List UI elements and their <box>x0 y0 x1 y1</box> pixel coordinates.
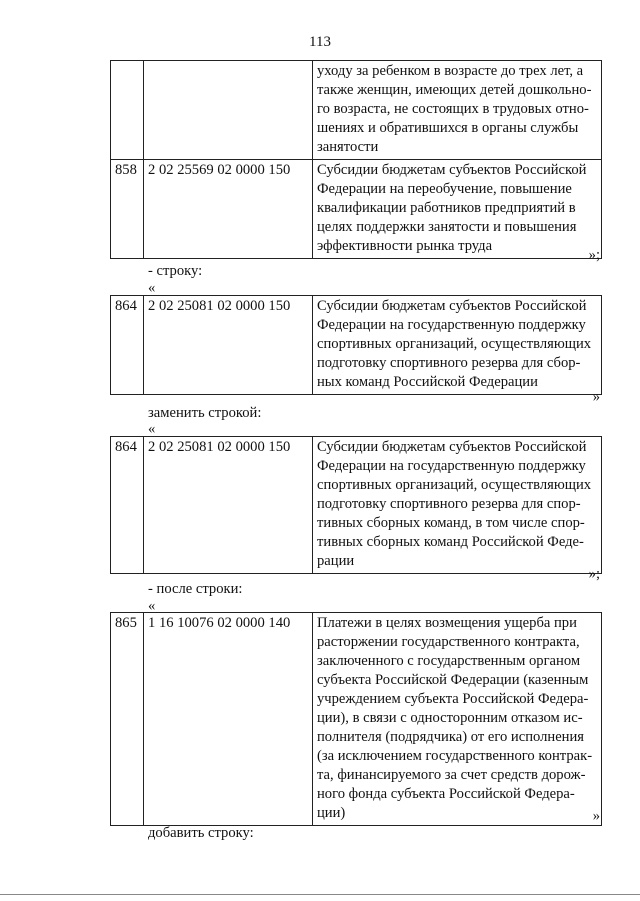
table-row <box>111 160 602 259</box>
table-after-row <box>110 612 602 826</box>
row-number: 864 <box>111 437 144 574</box>
closing-quote: »; <box>588 247 600 263</box>
row-number: 858 <box>111 160 144 259</box>
table-row <box>111 296 602 395</box>
instruction-label: добавить строку: <box>148 825 254 841</box>
table-row <box>111 437 602 574</box>
opening-quote: « <box>148 421 156 437</box>
instruction-label: - строку: <box>148 263 203 279</box>
instruction-label: - после строки: <box>148 581 243 597</box>
budget-code: 1 16 10076 02 0000 140 <box>144 613 313 826</box>
opening-quote: « <box>148 280 156 296</box>
opening-quote: « <box>148 598 156 614</box>
closing-quote: » <box>592 808 600 824</box>
budget-code: 2 02 25081 02 0000 150 <box>144 437 313 574</box>
table-old-row <box>110 295 602 395</box>
table-row <box>111 61 602 160</box>
budget-code <box>144 61 313 160</box>
table-row <box>111 613 602 826</box>
page-number: 113 <box>309 34 331 50</box>
page-bottom-rule <box>0 894 640 895</box>
closing-quote: » <box>592 389 600 405</box>
budget-code: 2 02 25081 02 0000 150 <box>144 296 313 395</box>
budget-code: 2 02 25569 02 0000 150 <box>144 160 313 259</box>
row-description: уходу за ребенком в возрасте до трех лет, а также женщин, имеющих детей дошкольно- го возраста, не состоящих в трудовых отно- шениях и обратившихся в органы службы занятости <box>313 61 602 160</box>
instruction-label: заменить строкой: <box>148 405 262 421</box>
row-description: Субсидии бюджетам субъектов Российской Федерации на государственную поддержку спортивных организаций, осуществляющих подготовку спортивного резерва для спор- тивных сборных команд, в том числе спор- тивных сборных команд Российской Феде- рации <box>313 437 602 574</box>
table-new-row <box>110 436 602 574</box>
row-number: 865 <box>111 613 144 826</box>
row-number: 864 <box>111 296 144 395</box>
closing-quote: »; <box>588 566 600 582</box>
row-description: Платежи в целях возмещения ущерба при расторжении государственного контракта, заключенного с государственным органом субъекта Российской Федерации (казенным учреждением субъекта Российской Федера- ции), в связи с односторонним отказом ис- полнителя (подрядчика) от его исполнения (за исключением государственного контрак- та, финансируемого за счет средств дорож- ного фонда субъекта Российской Федера- ции) <box>313 613 602 826</box>
row-number <box>111 61 144 160</box>
row-description: Субсидии бюджетам субъектов Российской Федерации на государственную поддержку спортивных организаций, осуществляющих подготовку спортивного резерва для сбор- ных команд Российской Федерации <box>313 296 602 395</box>
table-continuation <box>110 60 602 259</box>
row-description: Субсидии бюджетам субъектов Российской Федерации на переобучение, повышение квалификации работников предприятий в целях поддержки занятости и повышения эффективности рынка труда <box>313 160 602 259</box>
